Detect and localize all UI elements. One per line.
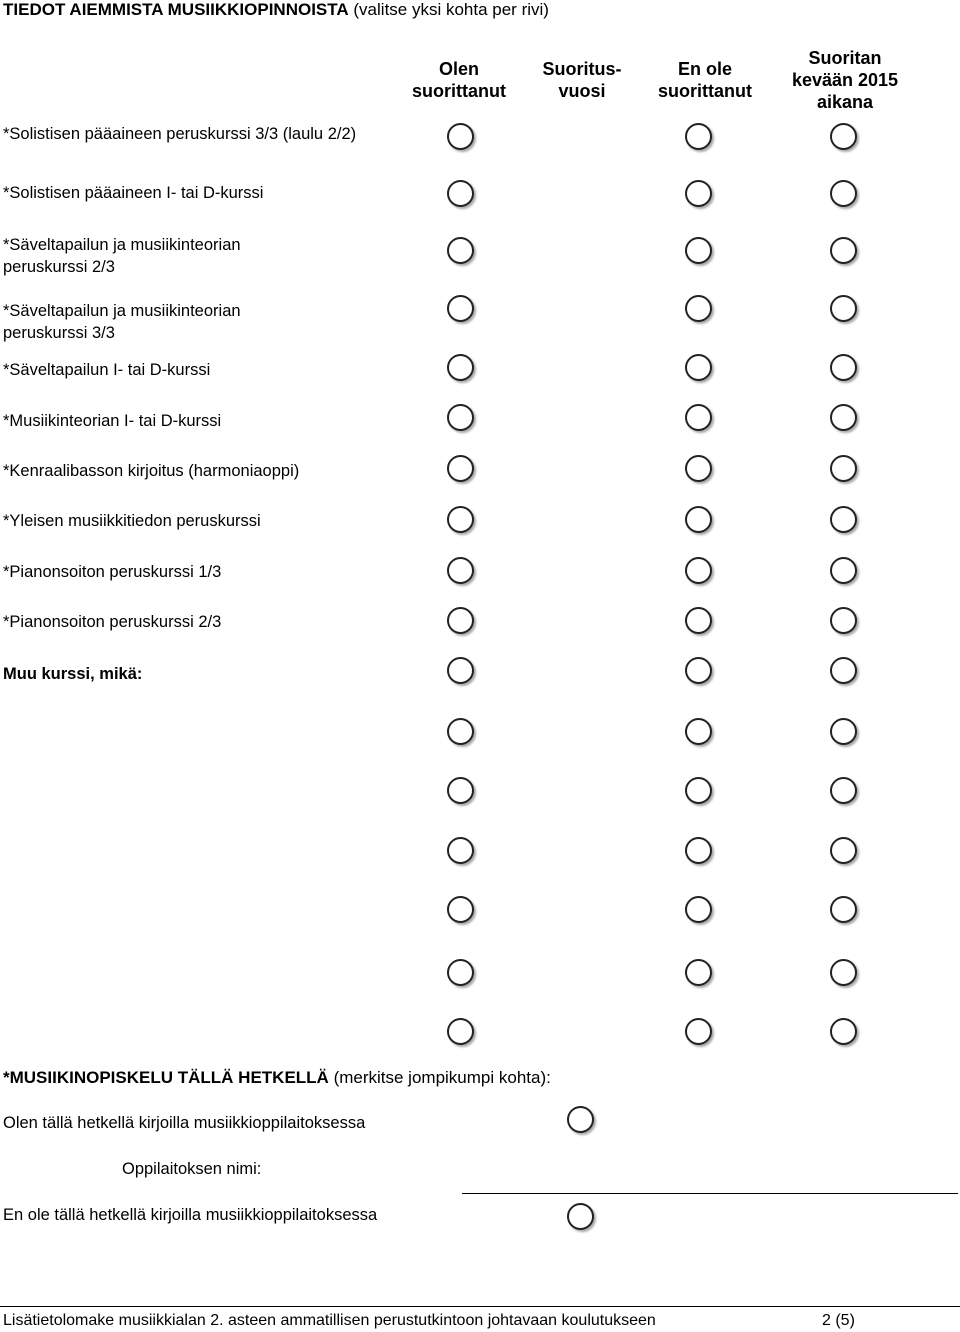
- column-header-completion-year: Suoritus- vuosi: [542, 59, 622, 101]
- radio-completing-spring-row-7[interactable]: [830, 455, 857, 482]
- radio-completing-spring-row-2[interactable]: [830, 180, 857, 207]
- current-study-title: *MUSIIKINOPISKELU TÄLLÄ HETKELLÄ (merkitse jompikumpi kohta):: [3, 1068, 551, 1087]
- row-label-general-music-knowledge: *Yleisen musiikkitiedon peruskurssi: [3, 512, 261, 530]
- radio-not-completed-row-7[interactable]: [685, 455, 712, 482]
- radio-completing-spring-row-10[interactable]: [830, 607, 857, 634]
- radio-completing-spring-row-6[interactable]: [830, 404, 857, 431]
- radio-not-completed-row-6[interactable]: [685, 404, 712, 431]
- radio-completed-row-7[interactable]: [447, 455, 474, 482]
- radio-completing-spring-row-12[interactable]: [830, 718, 857, 745]
- row-label-solo-major-basic-3-3: *Solistisen pääaineen peruskurssi 3/3 (laulu 2/2): [3, 125, 357, 143]
- option-not-enrolled-radio[interactable]: [567, 1203, 594, 1230]
- radio-not-completed-row-13[interactable]: [685, 777, 712, 804]
- radio-not-completed-row-1[interactable]: [685, 123, 712, 150]
- option-not-enrolled-label: En ole tällä hetkellä kirjoilla musiikkioppilaitoksessa: [3, 1206, 378, 1224]
- radio-not-completed-row-2[interactable]: [685, 180, 712, 207]
- radio-not-completed-row-3[interactable]: [685, 237, 712, 264]
- column-header-completed: Olen suorittanut: [412, 59, 506, 101]
- radio-not-completed-row-9[interactable]: [685, 557, 712, 584]
- row-label-other-course: Muu kurssi, mikä:: [3, 665, 143, 683]
- radio-completing-spring-row-11[interactable]: [830, 657, 857, 684]
- radio-completed-row-13[interactable]: [447, 777, 474, 804]
- radio-completing-spring-row-8[interactable]: [830, 506, 857, 533]
- radio-completing-spring-row-14[interactable]: [830, 837, 857, 864]
- radio-completing-spring-row-1[interactable]: [830, 123, 857, 150]
- school-name-line[interactable]: [462, 1193, 958, 1194]
- radio-completed-row-5[interactable]: [447, 354, 474, 381]
- radio-not-completed-row-10[interactable]: [685, 607, 712, 634]
- row-label-piano-basic-2-3: *Pianonsoiton peruskurssi 2/3: [3, 613, 222, 631]
- page-number: 2 (5): [822, 1312, 855, 1329]
- radio-not-completed-row-14[interactable]: [685, 837, 712, 864]
- radio-completing-spring-row-9[interactable]: [830, 557, 857, 584]
- radio-completed-row-4[interactable]: [447, 295, 474, 322]
- radio-completed-row-11[interactable]: [447, 657, 474, 684]
- row-label-piano-basic-1-3: *Pianonsoiton peruskurssi 1/3: [3, 563, 222, 581]
- radio-completed-row-3[interactable]: [447, 237, 474, 264]
- radio-not-completed-row-11[interactable]: [685, 657, 712, 684]
- radio-completed-row-16[interactable]: [447, 959, 474, 986]
- radio-completed-row-8[interactable]: [447, 506, 474, 533]
- radio-completed-row-10[interactable]: [447, 607, 474, 634]
- radio-not-completed-row-5[interactable]: [685, 354, 712, 381]
- radio-completing-spring-row-13[interactable]: [830, 777, 857, 804]
- row-label-ear-training-i-d: *Säveltapailun I- tai D-kurssi: [3, 361, 211, 379]
- radio-completed-row-1[interactable]: [447, 123, 474, 150]
- radio-completed-row-17[interactable]: [447, 1018, 474, 1045]
- radio-completed-row-6[interactable]: [447, 404, 474, 431]
- footer-divider: [0, 1306, 960, 1307]
- radio-not-completed-row-15[interactable]: [685, 896, 712, 923]
- row-label-ear-theory-basic-2-3: *Säveltapailun ja musiikinteorian peruskurssi 2/3: [3, 236, 241, 276]
- option-enrolled-label: Olen tällä hetkellä kirjoilla musiikkioppilaitoksessa: [3, 1114, 366, 1132]
- radio-not-completed-row-17[interactable]: [685, 1018, 712, 1045]
- radio-completed-row-12[interactable]: [447, 718, 474, 745]
- radio-completed-row-14[interactable]: [447, 837, 474, 864]
- row-label-ear-theory-basic-3-3: *Säveltapailun ja musiikinteorian peruskurssi 3/3: [3, 302, 241, 342]
- radio-completed-row-9[interactable]: [447, 557, 474, 584]
- footer-text: Lisätietolomake musiikkialan 2. asteen ammatillisen perustutkintoon johtavaan koulutukseen: [3, 1312, 656, 1329]
- row-label-solo-major-i-d: *Solistisen pääaineen I- tai D-kurssi: [3, 184, 264, 202]
- row-label-music-theory-i-d: *Musiikinteorian I- tai D-kurssi: [3, 412, 222, 430]
- radio-completed-row-2[interactable]: [447, 180, 474, 207]
- radio-completing-spring-row-5[interactable]: [830, 354, 857, 381]
- form-title: TIEDOT AIEMMISTA MUSIIKKIOPINNOISTA (valitse yksi kohta per rivi): [3, 0, 549, 19]
- school-name-label: Oppilaitoksen nimi:: [122, 1160, 262, 1178]
- radio-completing-spring-row-17[interactable]: [830, 1018, 857, 1045]
- column-header-not-completed: En ole suorittanut: [658, 59, 752, 101]
- radio-not-completed-row-16[interactable]: [685, 959, 712, 986]
- option-enrolled-radio[interactable]: [567, 1106, 594, 1133]
- radio-completing-spring-row-15[interactable]: [830, 896, 857, 923]
- radio-completed-row-15[interactable]: [447, 896, 474, 923]
- radio-completing-spring-row-16[interactable]: [830, 959, 857, 986]
- radio-not-completed-row-4[interactable]: [685, 295, 712, 322]
- radio-not-completed-row-12[interactable]: [685, 718, 712, 745]
- radio-completing-spring-row-4[interactable]: [830, 295, 857, 322]
- row-label-figured-bass: *Kenraalibasson kirjoitus (harmoniaoppi): [3, 462, 300, 480]
- column-header-completing-spring-2015: Suoritan kevään 2015 aikana: [791, 48, 899, 112]
- radio-not-completed-row-8[interactable]: [685, 506, 712, 533]
- radio-completing-spring-row-3[interactable]: [830, 237, 857, 264]
